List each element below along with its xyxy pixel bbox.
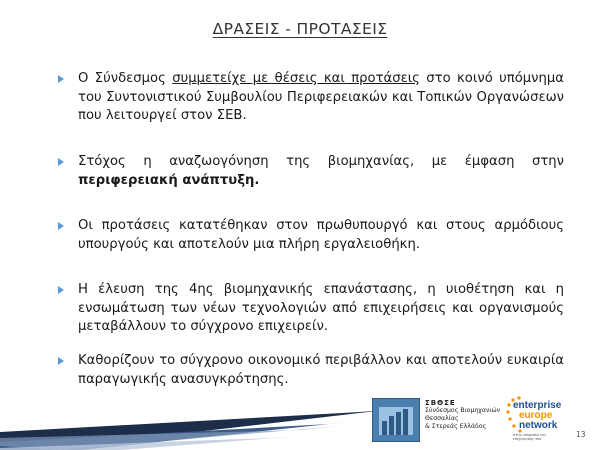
bullet-arrow-icon [58, 286, 64, 294]
sev-logo-text: ΣΒΘΣΕ Σύνδεσμος Βιομηχανιών Θεσσαλίας & Στερεάς Ελλάδος [425, 399, 501, 430]
bullet-arrow-icon [58, 158, 64, 166]
bullet-text: Στόχος η αναζωογόνηση της βιομηχανίας, με έμφαση στην [78, 154, 564, 169]
enterprise-europe-network-logo: enterprise europe network στην υπηρεσία της επιχείρησής σας [505, 398, 567, 444]
decorative-stripes [0, 360, 420, 450]
bullet-item [58, 217, 564, 254]
bullet-emphasis: συμμετείχε με θέσεις και προτάσεις [172, 71, 420, 86]
bullet-text: στο κοινό υπόμνημα του Συντονιστικού Συμβουλίου Περιφερειακών και Τοπικών Οργανώσεων που λειτουργεί στον ΣΕΒ. [78, 71, 564, 123]
bullet-text: Οι προτάσεις κατατέθηκαν στον πρωθυπουργό και στους αρμόδιους υπουργούς και αποτελούν μια πλήρη εργαλειοθήκη. [78, 218, 564, 252]
page-number: 13 [576, 430, 586, 439]
bullet-arrow-icon [58, 222, 64, 230]
bullet-text: Καθορίζουν το σύγχρονο οικονομικό περιβάλλον και αποτελούν ευκαιρία παραγωγικής ανασυγκρότησης. [78, 353, 564, 387]
bullet-item [58, 281, 564, 337]
bullet-text: Ο Σύνδεσμος [78, 71, 173, 86]
bullet-item [58, 70, 564, 126]
bullet-arrow-icon [58, 75, 64, 83]
slide-title: ΔΡΑΣΕΙΣ - ΠΡΟΤΑΣΕΙΣ [212, 20, 388, 38]
bullet-item [58, 153, 564, 190]
bullet-emphasis: περιφερειακή ανάπτυξη. [78, 172, 260, 188]
bullet-text: Η έλευση της 4ης βιομηχανικής επανάστασης, η υιοθέτηση και η ενσωμάτωση των νέων τεχνολογιών από επιχειρήσεις και οργανισμούς μεταβάλλουν το σύγχρονο επιχειρείν. [78, 282, 564, 334]
sev-logo [372, 398, 420, 442]
